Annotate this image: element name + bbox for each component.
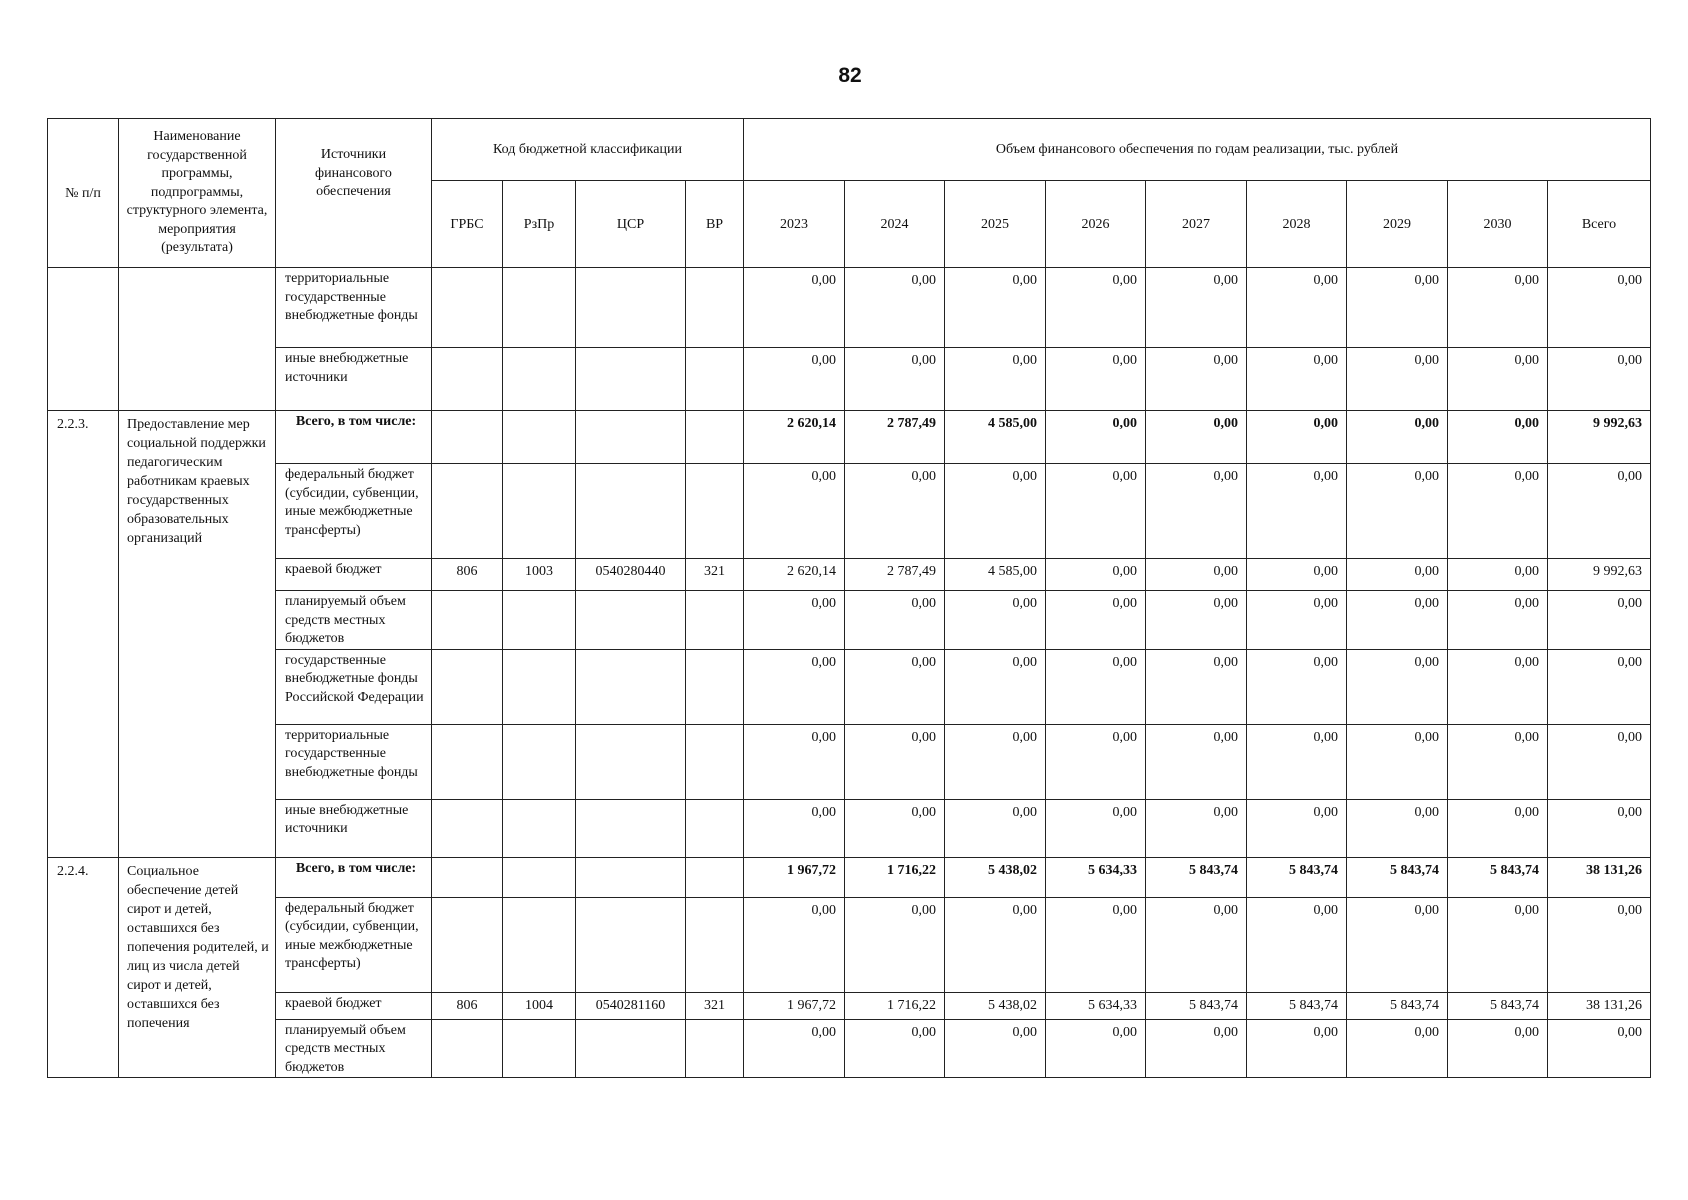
value-cell: 0,00 <box>845 799 945 857</box>
budget-code-cell <box>503 411 576 464</box>
table-row-total <box>48 857 1651 897</box>
total-cell: 0,00 <box>1548 724 1651 799</box>
value-cell: 0,00 <box>1146 411 1247 464</box>
value-cell: 0,00 <box>1247 724 1347 799</box>
total-cell: 9 992,63 <box>1548 559 1651 591</box>
header-code-vr: ВР <box>686 181 744 268</box>
budget-code-cell <box>503 799 576 857</box>
value-cell: 0,00 <box>1347 348 1448 411</box>
funding-source: федеральный бюджет (субсидии, субвенции, иные межбюджетные трансферты) <box>276 464 432 559</box>
budget-code-cell <box>432 857 503 897</box>
budget-code-cell <box>686 1019 744 1078</box>
value-cell: 0,00 <box>744 591 845 650</box>
value-cell: 0,00 <box>1347 268 1448 348</box>
value-cell: 0,00 <box>744 348 845 411</box>
total-cell: 0,00 <box>1548 268 1651 348</box>
total-cell: 0,00 <box>1548 897 1651 992</box>
value-cell: 0,00 <box>1046 348 1146 411</box>
header-code-rzpr: РзПр <box>503 181 576 268</box>
budget-code-cell: 321 <box>686 992 744 1019</box>
value-cell: 5 843,74 <box>1347 857 1448 897</box>
budget-code-cell <box>503 724 576 799</box>
budget-code-cell <box>503 591 576 650</box>
value-cell: 0,00 <box>945 724 1046 799</box>
table-header <box>48 119 1651 268</box>
funding-source: краевой бюджет <box>276 559 432 591</box>
value-cell: 0,00 <box>1146 724 1247 799</box>
budget-code-cell <box>503 897 576 992</box>
value-cell: 5 843,74 <box>1247 857 1347 897</box>
header-name: Наименование государственной программы, подпрограммы, структурного элемента, мероприятия (результата) <box>119 119 276 268</box>
value-cell: 0,00 <box>845 897 945 992</box>
funding-source: Всего, в том числе: <box>276 857 432 897</box>
table-row <box>48 268 1651 348</box>
budget-code-cell: 806 <box>432 992 503 1019</box>
value-cell: 1 716,22 <box>845 992 945 1019</box>
value-cell: 0,00 <box>744 897 845 992</box>
funding-source: иные внебюджетные источники <box>276 799 432 857</box>
value-cell: 0,00 <box>1247 464 1347 559</box>
value-cell: 2 620,14 <box>744 559 845 591</box>
table-row <box>48 348 1651 411</box>
value-cell: 0,00 <box>1247 591 1347 650</box>
total-cell: 0,00 <box>1548 464 1651 559</box>
page-number: 82 <box>838 64 862 87</box>
value-cell: 0,00 <box>1046 649 1146 724</box>
header-source: Источники финансового обеспечения <box>276 119 432 268</box>
value-cell: 0,00 <box>945 799 1046 857</box>
header-kbk: Код бюджетной классификации <box>432 119 744 181</box>
value-cell: 0,00 <box>1146 348 1247 411</box>
total-cell: 0,00 <box>1548 799 1651 857</box>
budget-code-cell <box>576 799 686 857</box>
value-cell: 0,00 <box>1247 799 1347 857</box>
budget-code-cell <box>576 897 686 992</box>
funding-source: территориальные государственные внебюджетные фонды <box>276 268 432 348</box>
budget-code-cell <box>432 591 503 650</box>
budget-code-cell <box>686 799 744 857</box>
funding-source: планируемый объем средств местных бюджетов <box>276 591 432 650</box>
value-cell: 5 843,74 <box>1448 992 1548 1019</box>
budget-code-cell: 321 <box>686 559 744 591</box>
budget-code-cell <box>503 348 576 411</box>
budget-code-cell <box>686 897 744 992</box>
value-cell: 0,00 <box>945 897 1046 992</box>
total-cell: 0,00 <box>1548 1019 1651 1078</box>
table-row <box>48 1019 1651 1078</box>
header-total: Всего <box>1548 181 1651 268</box>
value-cell: 0,00 <box>1448 268 1548 348</box>
value-cell: 0,00 <box>1146 1019 1247 1078</box>
value-cell: 0,00 <box>1046 559 1146 591</box>
funding-source: федеральный бюджет (субсидии, субвенции, иные межбюджетные трансферты) <box>276 897 432 992</box>
value-cell: 0,00 <box>1046 724 1146 799</box>
table-row <box>48 992 1651 1019</box>
funding-source: иные внебюджетные источники <box>276 348 432 411</box>
value-cell: 2 787,49 <box>845 411 945 464</box>
value-cell: 0,00 <box>945 1019 1046 1078</box>
total-cell: 38 131,26 <box>1548 857 1651 897</box>
value-cell: 0,00 <box>1146 897 1247 992</box>
value-cell: 0,00 <box>1146 268 1247 348</box>
budget-code-cell <box>503 268 576 348</box>
value-cell: 0,00 <box>845 268 945 348</box>
value-cell: 0,00 <box>1448 724 1548 799</box>
budget-code-cell <box>503 1019 576 1078</box>
value-cell: 0,00 <box>1448 559 1548 591</box>
value-cell: 0,00 <box>845 1019 945 1078</box>
value-cell: 4 585,00 <box>945 559 1046 591</box>
item-number <box>48 268 119 411</box>
value-cell: 0,00 <box>744 724 845 799</box>
budget-code-cell <box>686 857 744 897</box>
budget-code-cell: 0540280440 <box>576 559 686 591</box>
value-cell: 0,00 <box>1046 799 1146 857</box>
budget-code-cell <box>503 857 576 897</box>
budget-code-cell <box>686 268 744 348</box>
value-cell: 0,00 <box>1046 897 1146 992</box>
value-cell: 0,00 <box>945 348 1046 411</box>
budget-code-cell <box>432 348 503 411</box>
budget-code-cell: 0540281160 <box>576 992 686 1019</box>
value-cell: 0,00 <box>1448 1019 1548 1078</box>
table-row <box>48 649 1651 724</box>
funding-source: Всего, в том числе: <box>276 411 432 464</box>
value-cell: 0,00 <box>845 649 945 724</box>
value-cell: 0,00 <box>1347 464 1448 559</box>
total-cell: 9 992,63 <box>1548 411 1651 464</box>
value-cell: 0,00 <box>1448 649 1548 724</box>
funding-source: краевой бюджет <box>276 992 432 1019</box>
value-cell: 0,00 <box>1146 649 1247 724</box>
value-cell: 0,00 <box>1347 799 1448 857</box>
item-number: 2.2.3. <box>48 411 119 858</box>
table-row <box>48 897 1651 992</box>
total-cell: 0,00 <box>1548 649 1651 724</box>
header-year: 2029 <box>1347 181 1448 268</box>
budget-code-cell <box>576 857 686 897</box>
value-cell: 0,00 <box>744 464 845 559</box>
value-cell: 0,00 <box>1247 411 1347 464</box>
funding-source: планируемый объем средств местных бюджетов <box>276 1019 432 1078</box>
value-cell: 0,00 <box>744 799 845 857</box>
value-cell: 5 843,74 <box>1347 992 1448 1019</box>
total-cell: 0,00 <box>1548 348 1651 411</box>
value-cell: 5 438,02 <box>945 992 1046 1019</box>
value-cell: 0,00 <box>1247 348 1347 411</box>
value-cell: 0,00 <box>1448 799 1548 857</box>
value-cell: 5 843,74 <box>1146 992 1247 1019</box>
budget-code-cell <box>686 411 744 464</box>
value-cell: 0,00 <box>1448 411 1548 464</box>
value-cell: 5 843,74 <box>1247 992 1347 1019</box>
budget-code-cell <box>432 411 503 464</box>
value-cell: 0,00 <box>1347 591 1448 650</box>
funding-source: территориальные государственные внебюджетные фонды <box>276 724 432 799</box>
budget-code-cell <box>576 649 686 724</box>
value-cell: 0,00 <box>1448 464 1548 559</box>
header-code-grbs: ГРБС <box>432 181 503 268</box>
budget-code-cell <box>576 411 686 464</box>
value-cell: 4 585,00 <box>945 411 1046 464</box>
value-cell: 5 843,74 <box>1448 857 1548 897</box>
total-cell: 0,00 <box>1548 591 1651 650</box>
value-cell: 0,00 <box>1046 464 1146 559</box>
value-cell: 0,00 <box>1347 649 1448 724</box>
value-cell: 5 438,02 <box>945 857 1046 897</box>
header-volume: Объем финансового обеспечения по годам реализации, тыс. рублей <box>744 119 1651 181</box>
budget-code-cell <box>686 724 744 799</box>
budget-code-cell <box>576 1019 686 1078</box>
header-year: 2027 <box>1146 181 1247 268</box>
budget-code-cell <box>576 724 686 799</box>
value-cell: 5 634,33 <box>1046 857 1146 897</box>
item-name: Социальное обеспечение детей сирот и детей, оставшихся без попечения родителей, и лиц из числа детей сирот и детей, оставшихся без попечения <box>119 857 276 1078</box>
value-cell: 0,00 <box>1146 464 1247 559</box>
header-year: 2025 <box>945 181 1046 268</box>
value-cell: 0,00 <box>1247 897 1347 992</box>
budget-code-cell <box>686 649 744 724</box>
value-cell: 0,00 <box>1046 1019 1146 1078</box>
budget-code-cell: 806 <box>432 559 503 591</box>
value-cell: 1 967,72 <box>744 992 845 1019</box>
value-cell: 0,00 <box>1247 1019 1347 1078</box>
value-cell: 0,00 <box>1046 268 1146 348</box>
value-cell: 2 787,49 <box>845 559 945 591</box>
value-cell: 0,00 <box>1448 897 1548 992</box>
budget-code-cell <box>432 649 503 724</box>
header-year: 2030 <box>1448 181 1548 268</box>
value-cell: 0,00 <box>845 464 945 559</box>
value-cell: 0,00 <box>945 268 1046 348</box>
table-row-total <box>48 411 1651 464</box>
value-cell: 0,00 <box>945 591 1046 650</box>
value-cell: 5 843,74 <box>1146 857 1247 897</box>
value-cell: 5 634,33 <box>1046 992 1146 1019</box>
table-row <box>48 559 1651 591</box>
table-body <box>48 268 1651 1078</box>
header-year: 2023 <box>744 181 845 268</box>
value-cell: 0,00 <box>1347 559 1448 591</box>
value-cell: 0,00 <box>1146 591 1247 650</box>
funding-source: государственные внебюджетные фонды Российской Федерации <box>276 649 432 724</box>
value-cell: 0,00 <box>1247 649 1347 724</box>
budget-code-cell: 1004 <box>503 992 576 1019</box>
table-row <box>48 591 1651 650</box>
value-cell: 1 967,72 <box>744 857 845 897</box>
item-name: Предоставление мер социальной поддержки педагогическим работникам краевых государственных образовательных организаций <box>119 411 276 858</box>
value-cell: 0,00 <box>1347 1019 1448 1078</box>
value-cell: 0,00 <box>1347 724 1448 799</box>
budget-code-cell <box>686 591 744 650</box>
value-cell: 0,00 <box>945 649 1046 724</box>
table-row <box>48 799 1651 857</box>
value-cell: 0,00 <box>1046 411 1146 464</box>
item-name <box>119 268 276 411</box>
value-cell: 0,00 <box>744 268 845 348</box>
value-cell: 0,00 <box>1146 559 1247 591</box>
value-cell: 0,00 <box>845 724 945 799</box>
value-cell: 0,00 <box>1046 591 1146 650</box>
budget-code-cell <box>432 724 503 799</box>
value-cell: 1 716,22 <box>845 857 945 897</box>
value-cell: 0,00 <box>845 348 945 411</box>
header-num: № п/п <box>48 119 119 268</box>
budget-code-cell <box>503 649 576 724</box>
value-cell: 0,00 <box>1146 799 1247 857</box>
header-year: 2024 <box>845 181 945 268</box>
value-cell: 0,00 <box>845 591 945 650</box>
value-cell: 0,00 <box>744 1019 845 1078</box>
table-row <box>48 464 1651 559</box>
budget-code-cell <box>686 348 744 411</box>
budget-code-cell <box>576 268 686 348</box>
header-year: 2026 <box>1046 181 1146 268</box>
budget-code-cell <box>576 591 686 650</box>
header-code-csr: ЦСР <box>576 181 686 268</box>
value-cell: 0,00 <box>1247 268 1347 348</box>
budget-code-cell <box>686 464 744 559</box>
budget-code-cell <box>576 348 686 411</box>
budget-code-cell <box>432 464 503 559</box>
value-cell: 2 620,14 <box>744 411 845 464</box>
budget-code-cell <box>432 897 503 992</box>
budget-code-cell <box>432 799 503 857</box>
value-cell: 0,00 <box>1448 348 1548 411</box>
value-cell: 0,00 <box>1347 897 1448 992</box>
item-number: 2.2.4. <box>48 857 119 1078</box>
budget-table <box>47 118 1651 1078</box>
header-year: 2028 <box>1247 181 1347 268</box>
budget-code-cell: 1003 <box>503 559 576 591</box>
budget-code-cell <box>503 464 576 559</box>
budget-code-cell <box>576 464 686 559</box>
value-cell: 0,00 <box>1247 559 1347 591</box>
budget-code-cell <box>432 1019 503 1078</box>
total-cell: 38 131,26 <box>1548 992 1651 1019</box>
value-cell: 0,00 <box>744 649 845 724</box>
table-row <box>48 724 1651 799</box>
value-cell: 0,00 <box>1448 591 1548 650</box>
budget-code-cell <box>432 268 503 348</box>
value-cell: 0,00 <box>1347 411 1448 464</box>
value-cell: 0,00 <box>945 464 1046 559</box>
